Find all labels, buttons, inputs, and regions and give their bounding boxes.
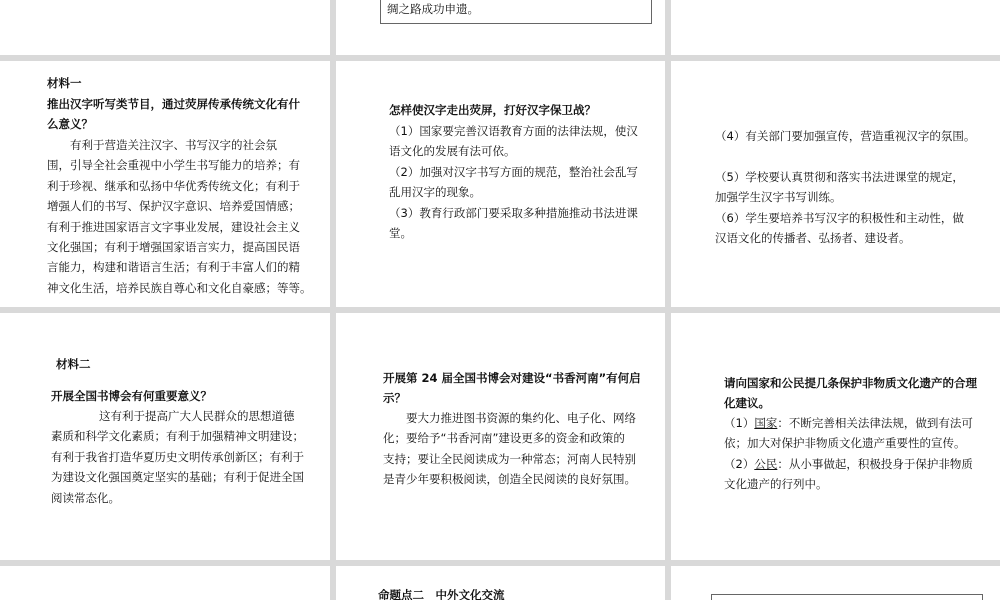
answer-text-part2: （5）学校要认真贯彻和落实书法进课堂的规定， 加强学生汉字书写训练。 （6）学生要培养书写汉字的积极性和主动性，做 汉语文化的传播者、弘扬者、建设者。 (715, 170, 964, 246)
slide-material-1 (0, 61, 330, 307)
answer-text: 这有利于提高广大人民群众的思想道德 素质和科学文化素质；有利于加强精神文明建设； 有利于我省打造华夏历史文明传承创新区；有利于 为建设文化强国奠定坚实的基础；有利于促进全国 阅读常态化。 (51, 409, 304, 505)
slide-r0-middle (336, 0, 665, 55)
answer-text: （1）国家要完善汉语教育方面的法律法规，使汉 语文化的发展有法可依。 （2）加强对汉字书写方面的规范，整治社会乱写 乱用汉字的现象。 （3）教育行政部门要采取多种措施推动书法进课 堂。 (389, 124, 638, 241)
slide-r0-right (671, 0, 1000, 55)
item-1-keyword: 国家 (754, 416, 778, 430)
section-heading: 命题点二 中外文化交流 (378, 588, 505, 600)
slide-book-fair (336, 313, 665, 560)
quote-box-text: 绸之路成功申遗。 (387, 2, 479, 16)
material-heading: 材料二 (56, 357, 91, 371)
slide-r3-left (0, 566, 330, 600)
item-2-keyword: 公民 (754, 456, 778, 471)
question-text: 开展第 24 届全国书博会对建设“书香河南”有何启 示？ (383, 371, 641, 406)
answer-text-part1: （4）有关部门要加强宣传，营造重视汉字的氛围。 (715, 129, 976, 143)
question-text: 怎样使汉字走出荧屏，打好汉字保卫战？ (389, 103, 596, 117)
quote-box (380, 0, 652, 24)
item-2: （2）公民：从小事做起，积极投身于保护非物质 (724, 456, 973, 471)
answer-text: 有利于营造关注汉字、书写汉字的社会氛 围，引导全社会重视中小学生书写能力的培养；有 利于珍视、继承和弘扬中华优秀传统文化；有利于 增强人们的书写、保护汉字意识、培养爱国情感； 有利于推进国家语言文字事业发展，建设社会主义 文化强国；有利于增强国家语言实力，提高国民语 言能力，构建和谐语言生活；有利于丰富人们的精 神文化生活，培养民族自尊心和文化自豪感；等等。 (47, 138, 312, 295)
slide-r0-left (0, 0, 330, 55)
question-text: 推出汉字听写类节目，通过荧屏传承传统文化有什 么意义？ (47, 97, 300, 132)
slide-r3-right (671, 566, 1000, 600)
question-text: 请向国家和公民提几条保护非物质文化遗产的合理 化建议。 (724, 376, 977, 411)
slide-r3-middle (336, 566, 665, 600)
slide-hanzi-measures (671, 61, 1000, 307)
slide-material-2 (0, 313, 330, 560)
answer-text: （1）国家：不断完善相关法律法规，做到有法可 依；加大对保护非物质文化遗产重要性的宣传。 （2）公民：从小事做起，积极投身于保护非物质 文化遗产的行列中。 (724, 413, 973, 495)
content-box (711, 594, 983, 600)
material-heading: 材料一 (47, 76, 82, 90)
slide-hanzi-protection (336, 61, 665, 307)
question-text: 开展全国书博会有何重要意义？ (51, 389, 212, 403)
slide-heritage (671, 313, 1000, 560)
answer-text: 要大力推进图书资源的集约化、电子化、网络 化；要给予“书香河南”建设更多的资金和政策的 支持；要让全民阅读成为一种常态；河南人民特别 是青少年要积极阅读，创造全民阅读的良好氛围。 (383, 411, 636, 487)
item-1: （1）国家：不断完善相关法律法规，做到有法可 (724, 416, 973, 430)
